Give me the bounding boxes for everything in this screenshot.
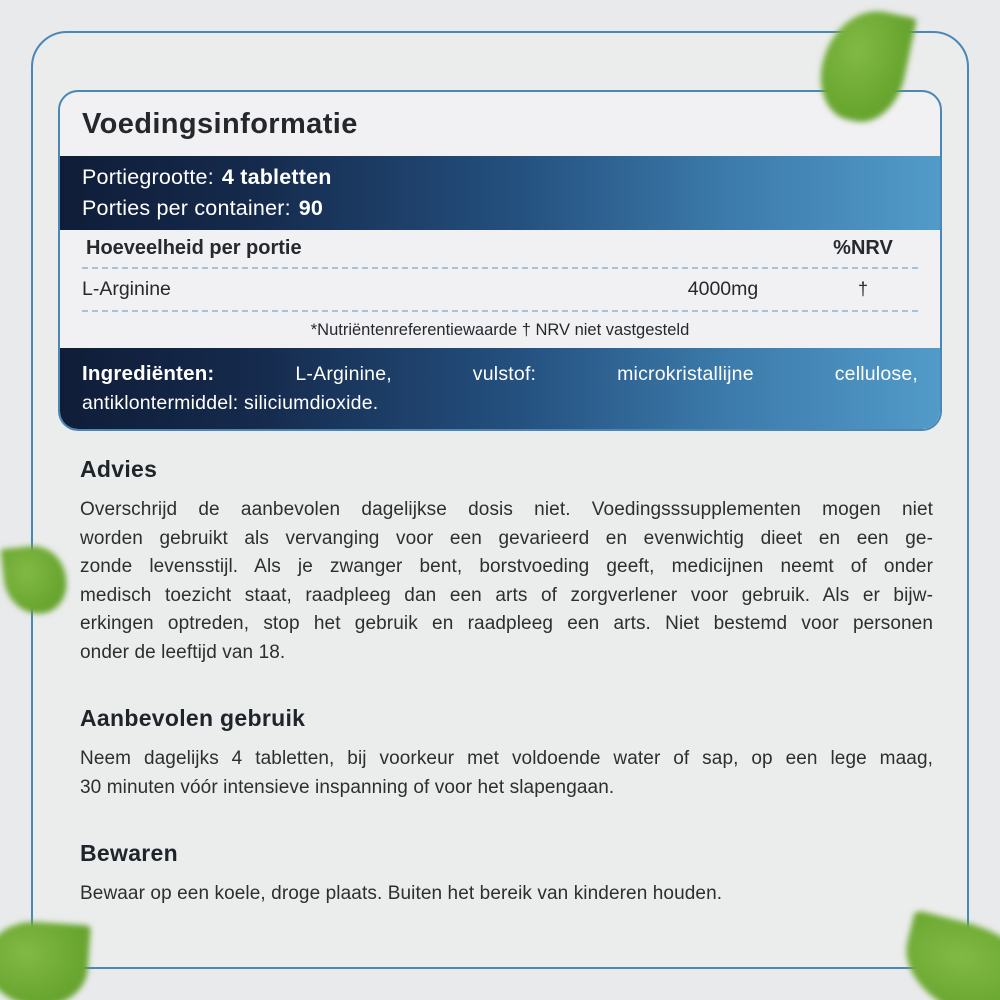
servings-per-container-label: Porties per container: (82, 196, 291, 220)
serving-size-line (82, 162, 918, 193)
table-footnote: *Nutriëntenreferentiewaarde † NRV niet vastgesteld (310, 320, 690, 339)
servings-per-container-line (82, 193, 918, 224)
ingredients-line-2: antiklontermiddel: siliciumdioxide. (82, 392, 379, 414)
advies-line: worden gebruikt als vervanging voor een gevarieerd en evenwichtig dieet en een ge- (80, 527, 933, 549)
advies-line: onder de leeftijd van 18. (80, 641, 286, 663)
gebruik-line: Neem dagelijks 4 tabletten, bij voorkeur met voldoende water of sap, op een lege maag, (80, 748, 933, 769)
ingredients-bar (60, 348, 940, 431)
page-title: Voedingsinformatie (82, 107, 358, 140)
aanbevolen-gebruik-heading: Aanbevolen gebruik (80, 705, 306, 731)
nutrient-amount: 4000mg (687, 278, 759, 300)
nutrient-name: L-Arginine (82, 278, 171, 300)
advies-line: zonde levensstijl. Als je zwanger bent, borstvoeding geeft, medicijnen neemt of onder (80, 556, 933, 577)
amount-per-serving-header: Hoeveelheid per portie (86, 237, 302, 259)
nrv-header: %NRV (833, 237, 893, 259)
body-content (80, 456, 933, 909)
nutrient-table (60, 230, 940, 348)
advies-line: medisch toezicht staat, raadpleeg dan een arts of zorgverlener voor gebruik. Als er bijw- (80, 584, 933, 606)
gebruik-line: 30 minuten vóór intensieve inspanning of voor het slapengaan. (80, 776, 615, 798)
nutrient-nrv-dagger: † (857, 279, 868, 299)
advies-heading: Advies (80, 456, 158, 482)
section-advies (80, 456, 933, 667)
bewaren-heading: Bewaren (80, 840, 178, 866)
section-aanbevolen-gebruik (80, 705, 933, 802)
serving-size-value: 4 tabletten (221, 165, 332, 189)
advies-line: Overschrijd de aanbevolen dagelijkse dosis niet. Voedingsssupplementen mogen niet (80, 499, 933, 520)
ingredients-line-1 (82, 359, 918, 389)
leaf-icon (0, 919, 91, 1000)
section-bewaren (80, 840, 933, 909)
advies-line: erkingen optreden, stop het gebruik en raadpleeg een arts. Niet bestemd voor personen (80, 613, 933, 634)
servings-per-container-value: 90 (298, 196, 324, 220)
bewaren-line: Bewaar op een koele, droge plaats. Buiten het bereik van kinderen houden. (80, 883, 723, 904)
card-title-row (60, 92, 940, 156)
ingredients-label: Ingrediënten: (82, 362, 215, 385)
table-header-row (82, 230, 918, 269)
serving-info-bar (60, 156, 940, 230)
nutrition-card (58, 90, 942, 431)
ingredients-text-1: L-Arginine, vulstof: microkristallijne cellulose, (295, 363, 918, 385)
table-row (82, 269, 918, 312)
serving-size-label: Portiegrootte: (82, 165, 214, 189)
